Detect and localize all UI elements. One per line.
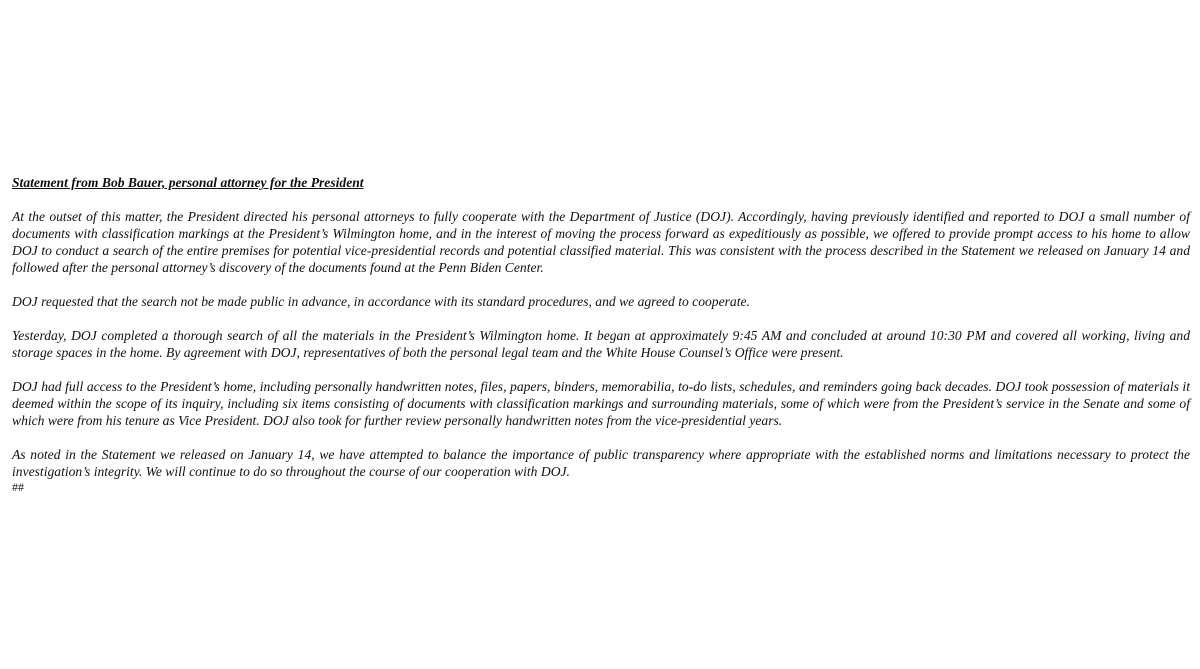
paragraph-doj-access: DOJ had full access to the President’s home, including personally handwritten notes, files, papers, binders, memorabilia, to-do lists, schedules, and reminders going back decades. DOJ took possession of materials it deemed within the scope of its inquiry, including six items consisting of documents with classification markings and surrounding materials, some of which were from the President’s service in the Senate and some of which were from his tenure as Vice President. DOJ also took for further review personally handwritten notes from the vice-presidential years. (12, 379, 1190, 428)
paragraph-cooperation: At the outset of this matter, the President directed his personal attorneys to fully cooperate with the Department of Justice (DOJ). Accordingly, having previously identified and reported to DOJ a small number of documents with classification markings at the President’s Wilmington home, and in the interest of moving the process forward as expeditiously as possible, we offered to provide prompt access to his home to allow DOJ to conduct a search of the entire premises for potential vice-presidential records and potential classified material. This was consistent with the process described in the Statement we released on January 14 and followed after the personal attorney’s discovery of the documents found at the Penn Biden Center. (12, 209, 1190, 275)
paragraph-doj-request: DOJ requested that the search not be made public in advance, in accordance with its standard procedures, and we agreed to cooperate. (12, 294, 750, 309)
paragraph-transparency: As noted in the Statement we released on January 14, we have attempted to balance the importance of public transparency where appropriate with the established norms and limitations necessary to protect the investigation’s integrity. We will continue to do so throughout the course of our cooperation with DOJ. (12, 447, 1190, 479)
paragraph-search-details: Yesterday, DOJ completed a thorough search of all the materials in the President’s Wilmington home. It began at approximately 9:45 AM and concluded at around 10:30 PM and covered all working, living and storage spaces in the home. By agreement with DOJ, representatives of both the personal legal team and the White House Counsel’s Office were present. (12, 328, 1190, 360)
statement-document (12, 174, 1190, 495)
statement-title: Statement from Bob Bauer, personal attorney for the President (12, 175, 364, 190)
end-mark: ## (12, 480, 24, 494)
